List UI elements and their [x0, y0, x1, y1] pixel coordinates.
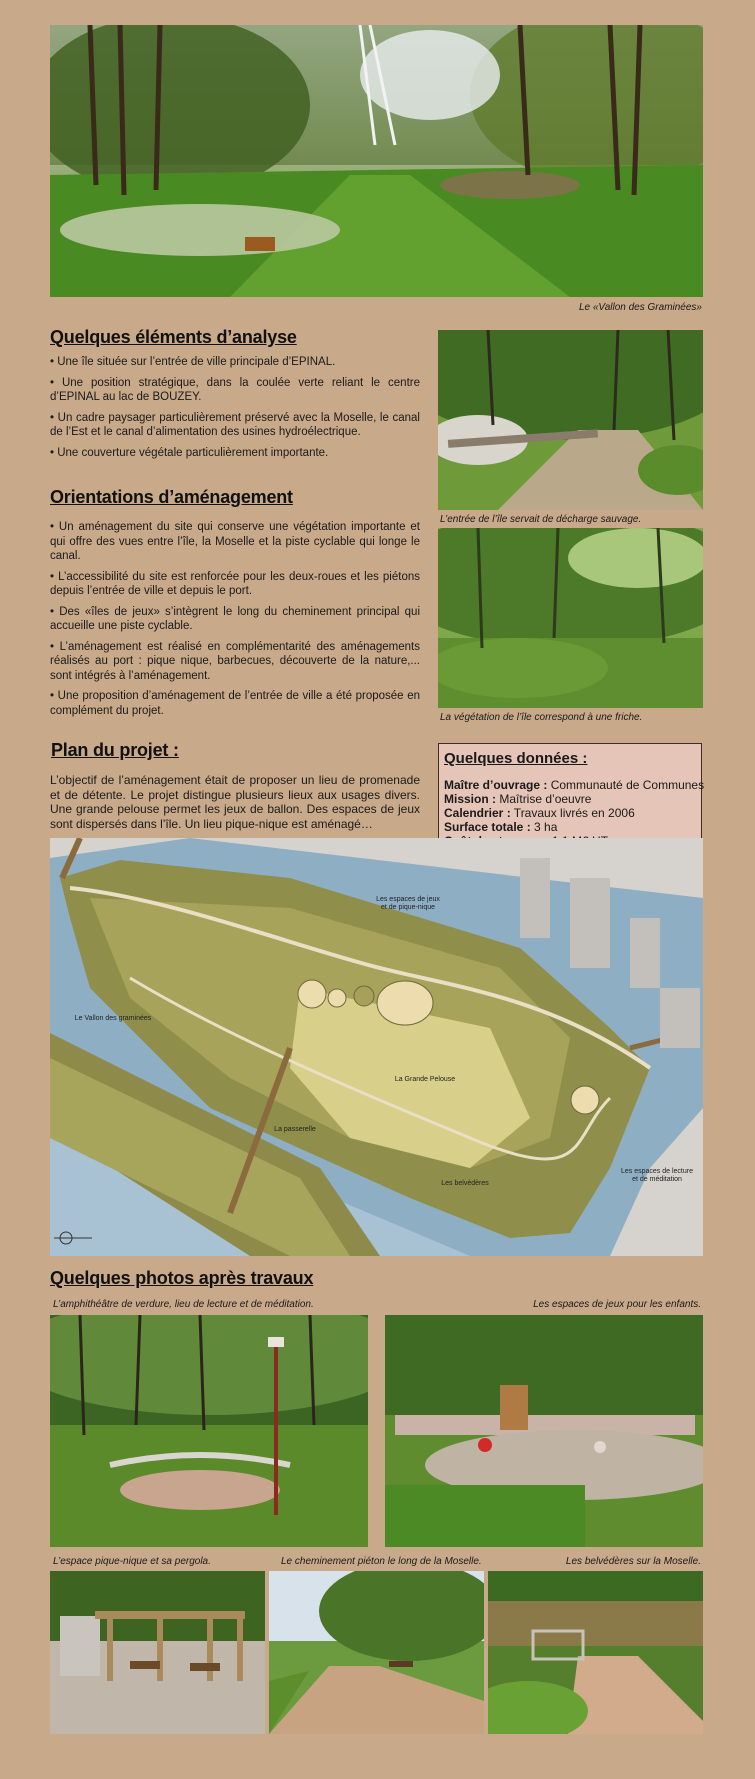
plan-title: Plan du projet :	[51, 740, 179, 760]
photo-entree-ile	[438, 330, 703, 510]
data-label: Mission :	[444, 792, 497, 806]
after-caption-cheminement: Le cheminement piéton le long de la Moselle.	[281, 1556, 482, 1567]
side-photo-caption-1: L’entrée de l’île servait de décharge sauvage.	[440, 514, 642, 525]
data-label: Maître d’ouvrage :	[444, 778, 548, 792]
plan-label-line: Les espaces de jeux	[376, 896, 440, 903]
plan-label-line: et de pique-nique	[380, 904, 436, 911]
list-item: • Une proposition d’aménagement de l’entrée de ville a été proposée en complément du projet.	[50, 690, 420, 717]
after-caption-jeux: Les espaces de jeux pour les enfants.	[533, 1299, 701, 1310]
top-photo-caption: Le «Vallon des Graminées»	[578, 302, 702, 313]
list-item: • Une position stratégique, dans la coulée verte reliant le centre d’EPINAL au lac de BOUZEY.	[50, 376, 420, 403]
list-item: • Des «îles de jeux» s’intègrent le long du cheminement principal qui accueille une piste cyclable.	[50, 605, 420, 632]
data-label: Surface totale :	[444, 820, 531, 834]
site-plan-map	[50, 838, 703, 1256]
data-row	[444, 806, 696, 820]
plan-label-vallon: Le Vallon des graminées	[74, 1015, 152, 1022]
analysis-bullets	[50, 355, 420, 466]
plan-label-lecture	[616, 1168, 698, 1184]
photo-belvederes	[488, 1571, 703, 1734]
after-caption-pique-nique: L’espace pique-nique et sa pergola.	[53, 1556, 211, 1567]
plan-text: L’objectif de l’aménagement était de proposer un lieu de promenade et de détente. Le projet distingue plusieurs lieux aux usages divers. Une grande pelouse permet les jeux de ballon. Des espaces de jeux sont dispersés dans l’île. Un lieu pique-nique est aménagé…	[50, 773, 420, 831]
plan-label-line: et de méditation	[632, 1176, 682, 1183]
data-value: 3 ha	[530, 820, 558, 834]
data-value: Travaux livrés en 2006	[510, 806, 635, 820]
photo-cheminement-pieton	[269, 1571, 484, 1734]
analysis-title: Quelques éléments d’analyse	[50, 327, 297, 347]
plan-label-line: Les espaces de lecture	[621, 1168, 693, 1175]
data-label: Calendrier :	[444, 806, 511, 820]
photo-amphitheatre	[50, 1315, 368, 1547]
data-row	[444, 820, 696, 834]
side-photo-caption-2: La végétation de l’île correspond à une friche.	[440, 712, 643, 723]
plan-label-belvederes: Les belvédères	[441, 1180, 489, 1187]
photo-espaces-jeux	[385, 1315, 703, 1547]
plan-label-pelouse: La Grande Pelouse	[394, 1076, 456, 1083]
after-title: Quelques photos après travaux	[50, 1268, 314, 1288]
data-box-title: Quelques données :	[444, 750, 588, 767]
plan-label-passerelle: La passerelle	[274, 1126, 316, 1133]
data-row	[444, 792, 696, 806]
list-item: • L’aménagement est réalisé en complémentarité des aménagements réalisés au port : pique nique, barbecues, découverte de la nature,... sont intégrés à l’aménagement.	[50, 640, 420, 682]
plan-label-jeux	[368, 896, 448, 912]
list-item: • L’accessibilité du site est renforcée pour les deux-roues et les piétons depuis l’entrée de ville et depuis le port.	[50, 570, 420, 597]
data-row	[444, 778, 705, 792]
after-caption-amphitheatre: L’amphithéâtre de verdure, lieu de lecture et de méditation.	[53, 1299, 314, 1310]
data-value: Maîtrise d’oeuvre	[496, 792, 592, 806]
orientations-bullets	[50, 520, 420, 724]
after-caption-belvederes: Les belvédères sur la Moselle.	[565, 1556, 701, 1567]
data-value: Communauté de Communes	[547, 778, 705, 792]
list-item: • Une île située sur l’entrée de ville principale d’EPINAL.	[50, 356, 336, 368]
photo-vallon-graminees	[50, 25, 703, 297]
photo-pique-nique	[50, 1571, 265, 1734]
orientations-title: Orientations d’aménagement	[50, 487, 293, 507]
list-item: • Une couverture végétale particulièrement importante.	[50, 446, 329, 459]
list-item: • Un cadre paysager particulièrement préservé avec la Moselle, le canal de l’Est et le canal d’alimentation des usines hydroélectrique.	[50, 411, 420, 438]
list-item: • Un aménagement du site qui conserve une végétation importante et qui offre des vues entre l’île, la Moselle et la piste cyclable qui longe le canal.	[50, 521, 420, 562]
photo-vegetation-friche	[438, 528, 703, 708]
